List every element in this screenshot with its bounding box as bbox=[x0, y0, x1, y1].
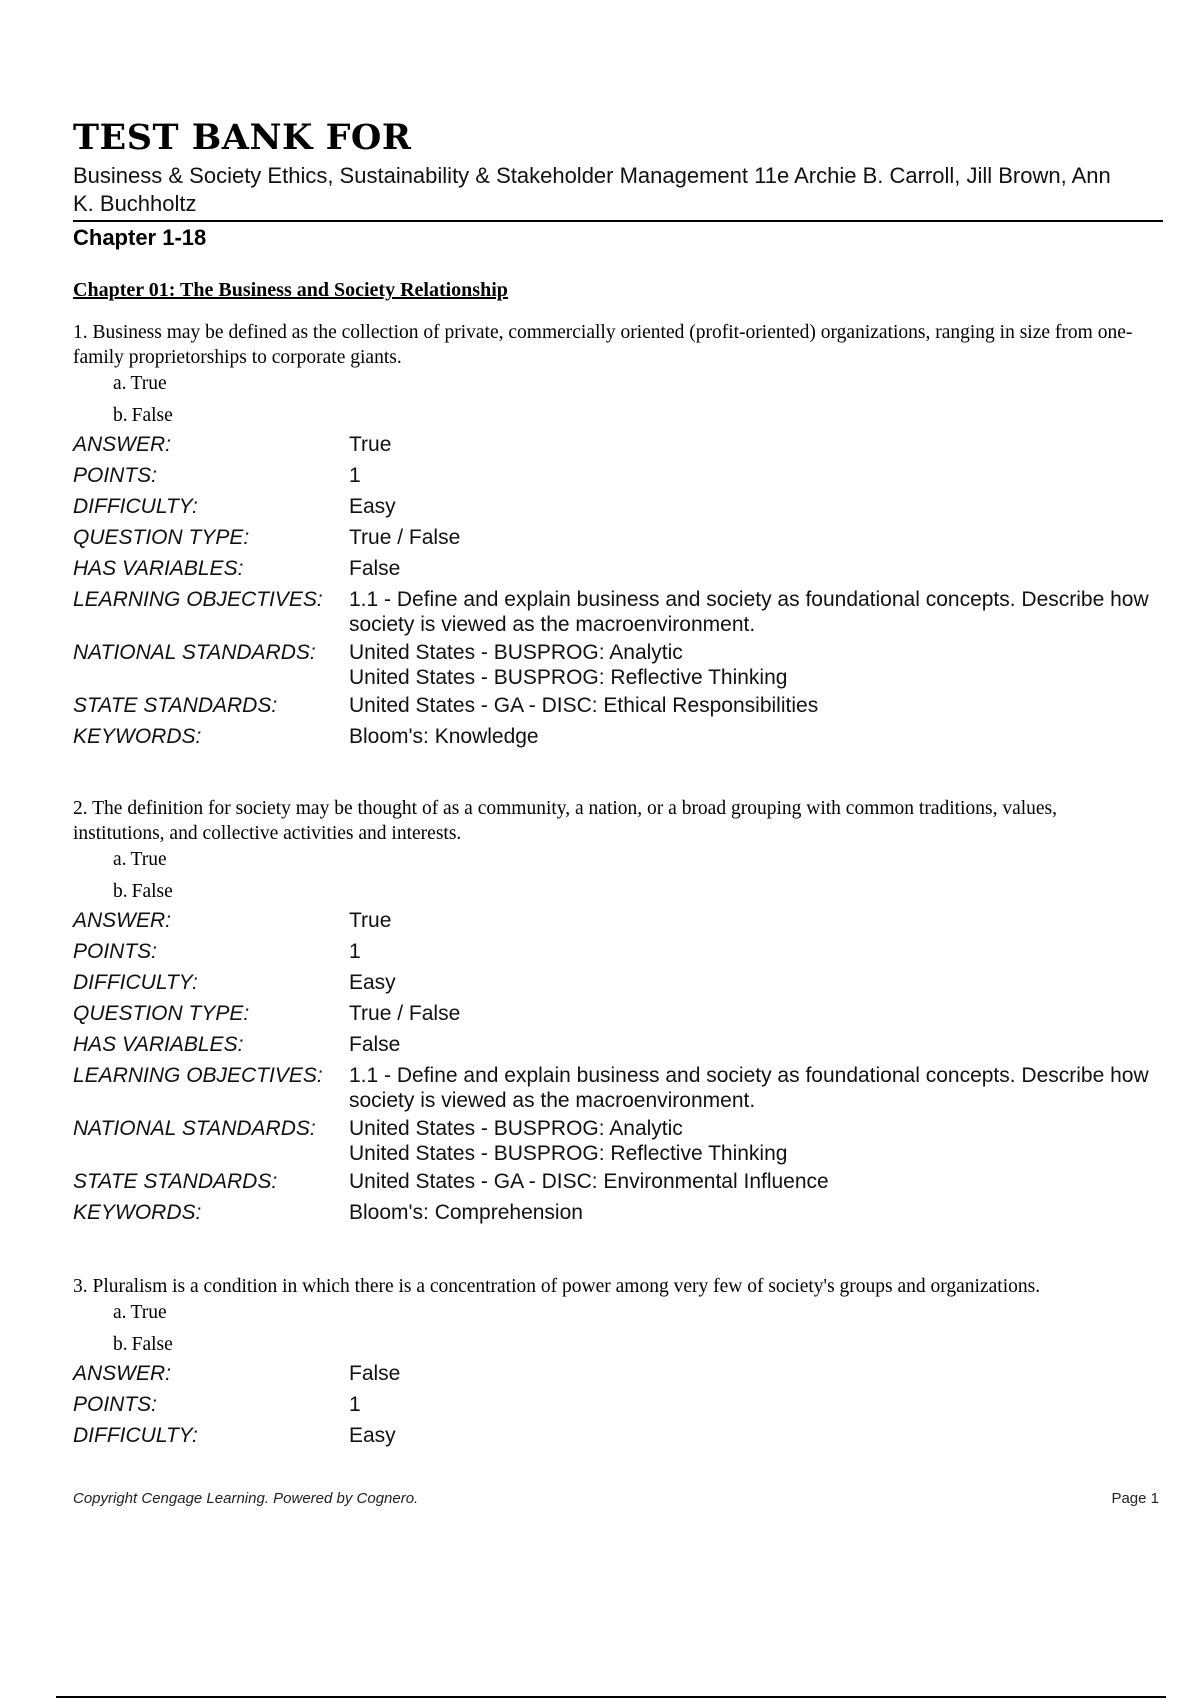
learning-objectives-row bbox=[73, 1063, 1153, 1116]
question-text: 3. Pluralism is a condition in which there is a concentration of power among very few of society's groups and organizations. bbox=[73, 1276, 1041, 1297]
option-label: True bbox=[130, 373, 167, 394]
option-label: True bbox=[130, 1302, 167, 1323]
question-1 bbox=[73, 320, 1153, 755]
difficulty-value: Easy bbox=[349, 495, 396, 518]
question-type-label: QUESTION TYPE: bbox=[73, 526, 250, 549]
option-label: False bbox=[131, 881, 173, 902]
answer-label: ANSWER: bbox=[73, 1362, 172, 1385]
question-2 bbox=[73, 796, 1153, 1231]
answer-label: ANSWER: bbox=[73, 909, 172, 932]
national-standard: United States - BUSPROG: Analytic bbox=[349, 1117, 683, 1140]
learning-objectives-label: LEARNING OBJECTIVES: bbox=[73, 588, 323, 611]
answer-row bbox=[73, 1361, 1153, 1392]
title-divider bbox=[73, 220, 1163, 222]
points-row bbox=[73, 939, 1153, 970]
option-b bbox=[113, 1332, 1153, 1364]
question-type-row bbox=[73, 525, 1153, 556]
has-variables-row bbox=[73, 1032, 1153, 1063]
has-variables-label: HAS VARIABLES: bbox=[73, 557, 244, 580]
learning-objectives-row bbox=[73, 587, 1153, 640]
option-letter: b. bbox=[113, 1334, 128, 1355]
answer-label: ANSWER: bbox=[73, 433, 172, 456]
keywords-value: Bloom's: Knowledge bbox=[349, 725, 539, 748]
national-standard: United States - BUSPROG: Reflective Thinking bbox=[349, 666, 788, 689]
document-subtitle: Business & Society Ethics, Sustainability & Stakeholder Management 11e Archie B. Carroll, Jill Brown, Ann K. Buchholtz bbox=[73, 163, 1111, 216]
national-standard: United States - BUSPROG: Analytic bbox=[349, 641, 683, 664]
keywords-row bbox=[73, 1200, 1153, 1231]
points-label: POINTS: bbox=[73, 464, 158, 487]
option-label: False bbox=[131, 1334, 173, 1355]
national-standards-row bbox=[73, 640, 1153, 693]
question-text: 2. The definition for society may be thought of as a community, a nation, or a broad grouping with common traditions, values, institutions, and collective activities and interests. bbox=[73, 798, 1058, 844]
learning-objectives-value: 1.1 - Define and explain business and society as foundational concepts. Describe how society is viewed as the macroenvironment. bbox=[349, 588, 1149, 636]
keywords-value: Bloom's: Comprehension bbox=[349, 1201, 583, 1224]
difficulty-label: DIFFICULTY: bbox=[73, 971, 198, 994]
chapter-range: Chapter 1-18 bbox=[73, 225, 207, 250]
keywords-label: KEYWORDS: bbox=[73, 1201, 202, 1224]
question-type-value: True / False bbox=[349, 1002, 461, 1025]
document-title: TEST BANK FOR bbox=[73, 117, 412, 158]
national-standards-row bbox=[73, 1116, 1153, 1169]
question-metadata bbox=[73, 432, 1153, 755]
points-value: 1 bbox=[349, 1393, 361, 1416]
question-metadata bbox=[73, 1361, 1153, 1454]
national-standards-values bbox=[349, 1116, 1153, 1166]
difficulty-row bbox=[73, 970, 1153, 1001]
answer-options bbox=[113, 1300, 1153, 1364]
question-3 bbox=[73, 1274, 1153, 1454]
option-label: False bbox=[131, 405, 173, 426]
question-type-label: QUESTION TYPE: bbox=[73, 1002, 250, 1025]
points-row bbox=[73, 463, 1153, 494]
state-standards-label: STATE STANDARDS: bbox=[73, 694, 278, 717]
learning-objectives-label: LEARNING OBJECTIVES: bbox=[73, 1064, 323, 1087]
difficulty-row bbox=[73, 1423, 1153, 1454]
question-type-value: True / False bbox=[349, 526, 461, 549]
option-b bbox=[113, 403, 1153, 435]
national-standards-label: NATIONAL STANDARDS: bbox=[73, 641, 316, 664]
answer-value: True bbox=[349, 909, 392, 932]
state-standards-row bbox=[73, 1169, 1153, 1200]
points-value: 1 bbox=[349, 464, 361, 487]
has-variables-row bbox=[73, 556, 1153, 587]
answer-row bbox=[73, 908, 1153, 939]
bottom-divider bbox=[56, 1696, 1166, 1698]
points-row bbox=[73, 1392, 1153, 1423]
difficulty-label: DIFFICULTY: bbox=[73, 495, 198, 518]
has-variables-label: HAS VARIABLES: bbox=[73, 1033, 244, 1056]
keywords-label: KEYWORDS: bbox=[73, 725, 202, 748]
points-label: POINTS: bbox=[73, 940, 158, 963]
difficulty-value: Easy bbox=[349, 1424, 396, 1447]
has-variables-value: False bbox=[349, 557, 401, 580]
answer-value: False bbox=[349, 1362, 401, 1385]
difficulty-label: DIFFICULTY: bbox=[73, 1424, 198, 1447]
state-standards-label: STATE STANDARDS: bbox=[73, 1170, 278, 1193]
option-b bbox=[113, 879, 1153, 911]
national-standards-label: NATIONAL STANDARDS: bbox=[73, 1117, 316, 1140]
learning-objectives-value: 1.1 - Define and explain business and society as foundational concepts. Describe how society is viewed as the macroenvironment. bbox=[349, 1064, 1149, 1112]
answer-row bbox=[73, 432, 1153, 463]
answer-options bbox=[113, 371, 1153, 435]
state-standards-value: United States - GA - DISC: Environmental Influence bbox=[349, 1170, 829, 1193]
state-standards-row bbox=[73, 693, 1153, 724]
option-letter: a. bbox=[113, 373, 127, 394]
points-label: POINTS: bbox=[73, 1393, 158, 1416]
national-standard: United States - BUSPROG: Reflective Thinking bbox=[349, 1142, 788, 1165]
option-a bbox=[113, 371, 1153, 403]
option-letter: b. bbox=[113, 405, 128, 426]
answer-options bbox=[113, 847, 1153, 911]
question-metadata bbox=[73, 908, 1153, 1231]
has-variables-value: False bbox=[349, 1033, 401, 1056]
chapter-heading: Chapter 01: The Business and Society Relationship bbox=[73, 279, 508, 301]
footer-copyright: Copyright Cengage Learning. Powered by Cognero. bbox=[73, 1490, 419, 1507]
difficulty-row bbox=[73, 494, 1153, 525]
option-label: True bbox=[130, 849, 167, 870]
option-a bbox=[113, 847, 1153, 879]
option-letter: b. bbox=[113, 881, 128, 902]
question-type-row bbox=[73, 1001, 1153, 1032]
option-letter: a. bbox=[113, 1302, 127, 1323]
state-standards-value: United States - GA - DISC: Ethical Responsibilities bbox=[349, 694, 819, 717]
difficulty-value: Easy bbox=[349, 971, 396, 994]
national-standards-values bbox=[349, 640, 1153, 690]
question-text: 1. Business may be defined as the collection of private, commercially oriented (profit-oriented) organizations, ranging in size from one-family proprietorships to corporate giants. bbox=[73, 322, 1133, 368]
page-number: Page 1 bbox=[1111, 1490, 1159, 1507]
option-letter: a. bbox=[113, 849, 127, 870]
answer-value: True bbox=[349, 433, 392, 456]
points-value: 1 bbox=[349, 940, 361, 963]
option-a bbox=[113, 1300, 1153, 1332]
keywords-row bbox=[73, 724, 1153, 755]
